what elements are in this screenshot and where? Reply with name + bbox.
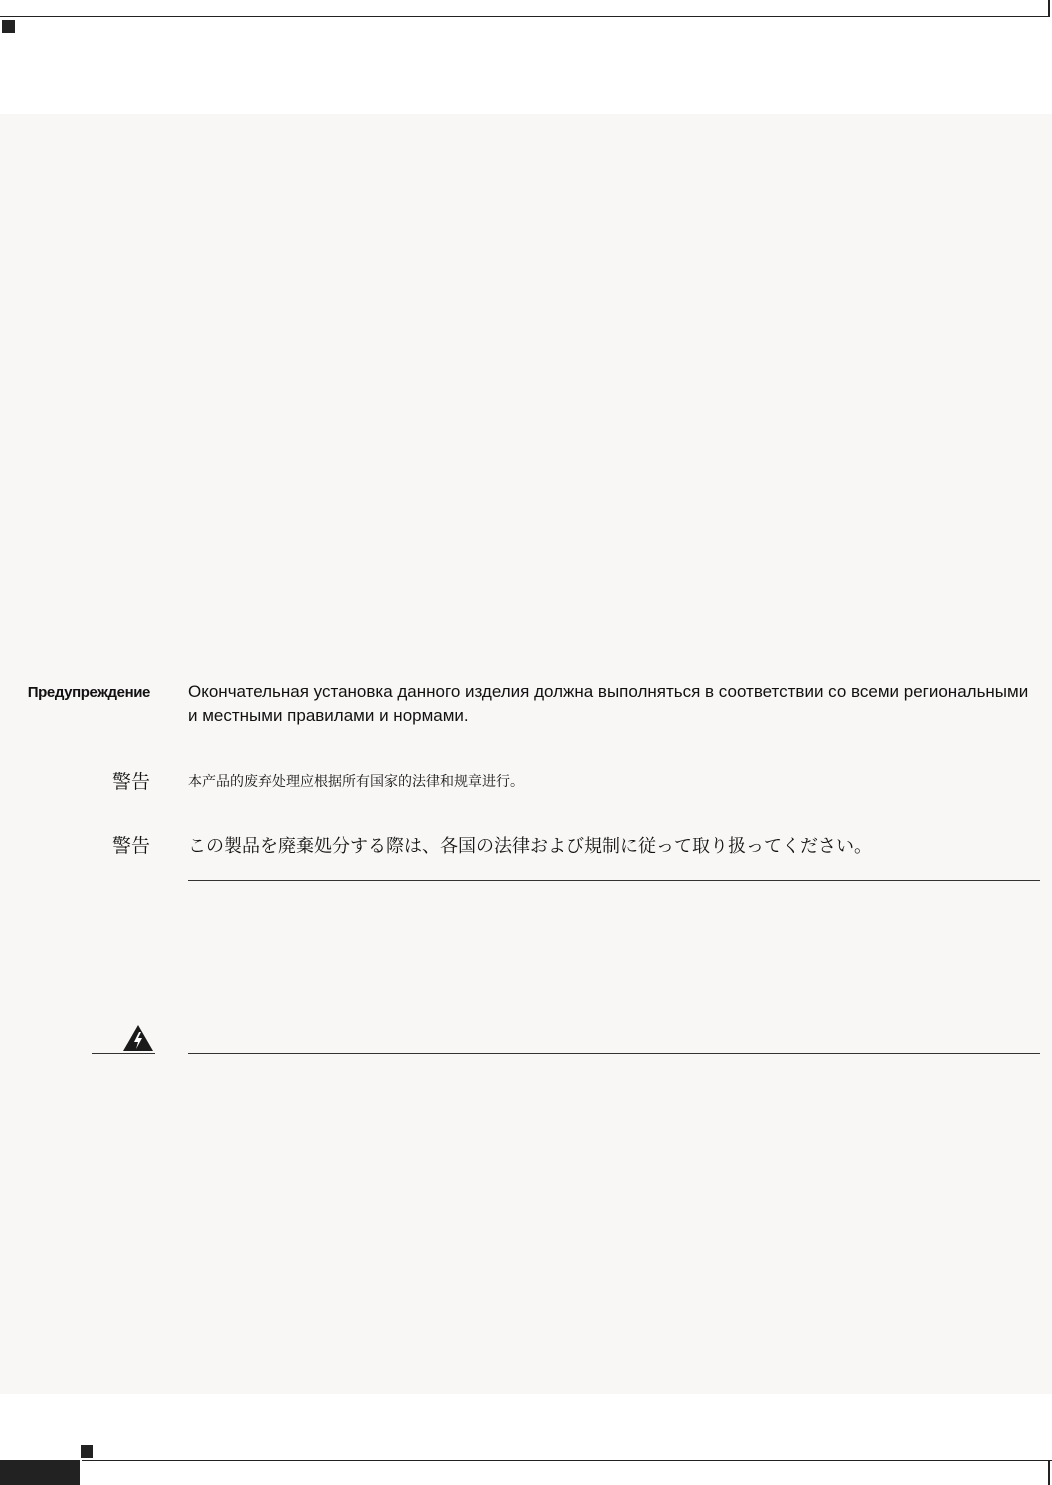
- footer-tab: [0, 1460, 80, 1485]
- footer-marker: [81, 1445, 93, 1458]
- warning-label-russian: Предупреждение: [27, 684, 150, 701]
- warning-text-japanese: この製品を廃棄処分する際は、各国の法律および規制に従って取り扱ってください。: [188, 836, 872, 857]
- header-crop-mark: [1048, 0, 1050, 17]
- warning-text-chinese: 本产品的废弃处理应根据所有国家的法律和规章进行。: [188, 774, 524, 790]
- header-marker: [2, 20, 15, 33]
- warning-text-russian: Окончательная установка данного изделия должна выполняться в соответствии со всеми региональными и местными правилами и нормами.: [188, 682, 1029, 725]
- warning-label-chinese: 警告: [111, 771, 150, 793]
- icon-underline: [92, 1053, 155, 1054]
- footer-rule: [82, 1460, 1052, 1461]
- warning-header-rule: [188, 1053, 1040, 1054]
- warning-label-japanese: 警告: [111, 835, 150, 857]
- electrical-hazard-icon: [122, 1024, 154, 1052]
- section-divider: [188, 880, 1040, 881]
- content-area: [0, 114, 1052, 1394]
- header-rule: [0, 16, 1048, 17]
- footer-crop-mark: [1048, 1460, 1050, 1485]
